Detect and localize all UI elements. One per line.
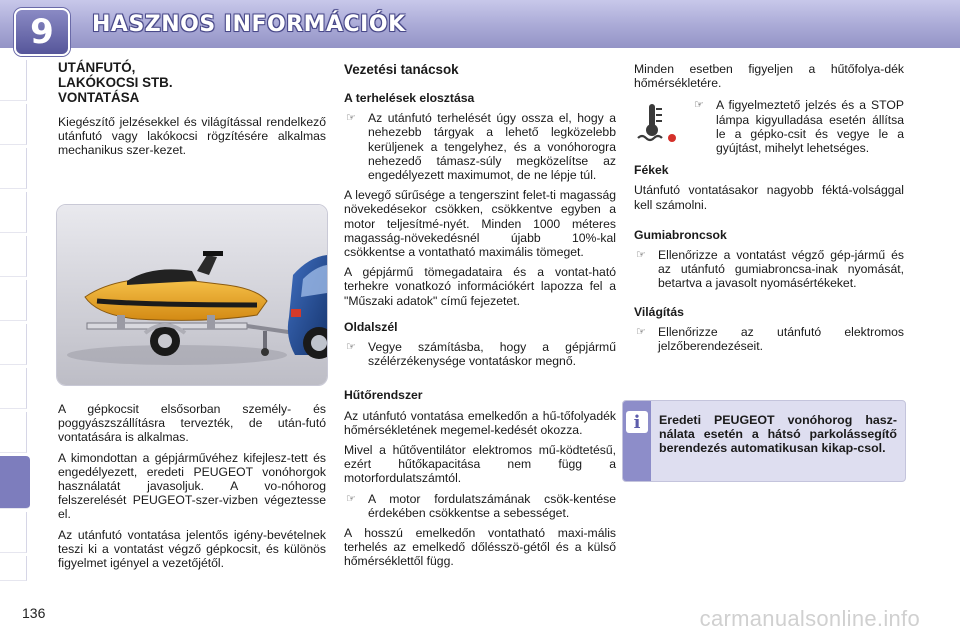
pointing-hand-icon: ☞ bbox=[694, 99, 704, 112]
chapter-tab[interactable] bbox=[0, 324, 27, 365]
bullet-item bbox=[694, 98, 904, 155]
watermark: carmanualsonline.info bbox=[699, 606, 920, 631]
bullet-text: A motor fordulatszámának csök-kentése érdekében csökkentse a sebességet. bbox=[368, 491, 616, 520]
chapter-tab[interactable] bbox=[0, 512, 27, 553]
paragraph: A kimondottan a gépjárművéhez kifejlesz-tett és engedélyezett, eredeti PEUGEOT vonóhorgok használatát javasoljuk. A vo-nóhorog felszerelését PEUGEOT-szer-vizben végeztesse el. bbox=[58, 450, 326, 522]
bullet-text: A figyelmeztető jelzés és a STOP lámpa kigyulladása esetén állítsa le a gépko-csit és vegye le a gyújtást, mihelyt lehetséges. bbox=[716, 98, 904, 156]
chapter-tab-active[interactable] bbox=[0, 456, 30, 509]
chapter-tab[interactable] bbox=[0, 192, 27, 233]
subsection-title-load: A terhelések elosztása bbox=[344, 91, 475, 105]
paragraph: A gépkocsit elsősorban személy- és poggyászszállításra tervezték, de után-futó vontatására is alkalmas. bbox=[58, 402, 326, 445]
page-number: 136 bbox=[22, 605, 46, 621]
jetski-trailer-illustration bbox=[56, 204, 328, 386]
paragraph: A hosszú emelkedőn vontatható maxi-mális terhelés az emelkedő dőlésszö-gétől és a külső hőmérséklettől függ. bbox=[344, 526, 616, 569]
info-note-box bbox=[622, 400, 906, 482]
subsection-title-lighting: Világítás bbox=[634, 304, 684, 319]
bullet-item bbox=[344, 492, 616, 520]
chapter-tab[interactable] bbox=[0, 412, 27, 453]
column-left bbox=[58, 60, 326, 164]
info-icon-bar bbox=[623, 401, 651, 481]
chapter-tab[interactable] bbox=[0, 236, 27, 277]
info-note-text: Eredeti PEUGEOT vonóhorog hasz-nálata esetén a hátsó parkolássegítő berendezés automatikusan kikap-csol. bbox=[659, 413, 897, 455]
bullet-item bbox=[344, 111, 616, 182]
pointing-hand-icon: ☞ bbox=[346, 492, 356, 505]
page-title: HASZNOS INFORMÁCIÓK bbox=[92, 12, 406, 37]
paragraph: A levegő sűrűsége a tengerszint felet-ti magasság növekedésekor csökken, csökkentve egyben a motor teljesítmé-nyét. Minden 1000 méteres magasság-növekedésnél újabb 10%-kal csökkentse a vontatható maximális tömeget. bbox=[344, 188, 616, 260]
section-title-towing: UTÁNFUTÓ, LAKÓKOCSI STB. VONTATÁSA bbox=[58, 60, 173, 105]
subsection-title-tyres: Gumiabroncsok bbox=[634, 227, 727, 242]
pointing-hand-icon: ☞ bbox=[346, 341, 356, 354]
pointing-hand-icon: ☞ bbox=[636, 325, 646, 338]
paragraph: Kiegészítő jelzésekkel és világítással rendelkező utánfutó vagy lakókocsi rögzítésére alkalmas mechanikus szer-kezet. bbox=[58, 115, 326, 158]
bullet-item bbox=[634, 248, 904, 291]
chapter-tab[interactable] bbox=[0, 148, 27, 189]
bullet-item bbox=[344, 340, 616, 368]
paragraph: Utánfutó vontatásakor nagyobb féktá-volsággal kell számolni. bbox=[634, 183, 904, 212]
coolant-temperature-icon bbox=[634, 98, 694, 148]
trailer-illustration-svg bbox=[57, 205, 327, 385]
bullet-text: Ellenőrizze a vontatást végző gép-jármű és az utánfutó gumiabroncsa-inak nyomását, betartva a javasolt nyomásértékeket. bbox=[658, 248, 904, 291]
chapter-tab[interactable] bbox=[0, 104, 27, 145]
bullet-item bbox=[634, 325, 904, 353]
paragraph: A gépjármű tömegadataira és a vontat-ható terhekre vonatkozó információkért lapozza fel a "Műszaki adatok" című fejezetet. bbox=[344, 265, 616, 308]
pointing-hand-icon: ☞ bbox=[346, 112, 356, 125]
column-left-lower bbox=[58, 402, 326, 576]
paragraph: Mivel a hűtőventilátor elektromos mű-ködtetésű, ezért hűtőkapacitása nem függ a motorfordulatszámtól. bbox=[344, 443, 616, 486]
bullet-text: Ellenőrizze az utánfutó elektromos jelzőberendezéseit. bbox=[658, 324, 904, 354]
chapter-tab[interactable] bbox=[0, 368, 27, 409]
chapter-tab[interactable] bbox=[0, 280, 27, 321]
chapter-tab[interactable] bbox=[0, 60, 27, 101]
info-icon: i bbox=[626, 411, 648, 433]
section-title-driving-advice: Vezetési tanácsok bbox=[344, 62, 459, 77]
subsection-title-crosswind: Oldalszél bbox=[344, 319, 398, 334]
subsection-title-brakes: Fékek bbox=[634, 163, 669, 178]
pointing-hand-icon: ☞ bbox=[636, 249, 646, 262]
paragraph: Minden esetben figyeljen a hűtőfolya-dék hőmérsékletére. bbox=[634, 62, 904, 91]
chapter-tab-strip bbox=[0, 60, 30, 580]
bullet-text: Az utánfutó terhelését úgy ossza el, hogy a nehezebb tárgyak a lehető legközelebb kerüljenek a tengelyhez, és a vonóhorogra nehezedő támasz-súly megközelítse az engedélyezett maximumot, de ne lépje túl. bbox=[368, 111, 616, 183]
chapter-badge: 9 bbox=[14, 8, 70, 56]
bullet-text: Vegye számításba, hogy a gépjármű szélérzékenysége vontatáskor megnő. bbox=[368, 340, 616, 369]
column-right bbox=[634, 62, 904, 359]
warning-block bbox=[634, 98, 904, 155]
chapter-tab[interactable] bbox=[0, 556, 27, 581]
column-middle bbox=[344, 62, 616, 575]
paragraph: Az utánfutó vontatása emelkedőn a hű-tőfolyadék hőmérsékletének megemel-kedését okozza. bbox=[344, 408, 616, 437]
subsection-title-cooling: Hűtőrendszer bbox=[344, 388, 423, 403]
paragraph: Az utánfutó vontatása jelentős igény-bevételnek teszi ki a vontatást végző gépkocsit, és különös figyelmet igényel a vezetőjétől. bbox=[58, 527, 326, 571]
